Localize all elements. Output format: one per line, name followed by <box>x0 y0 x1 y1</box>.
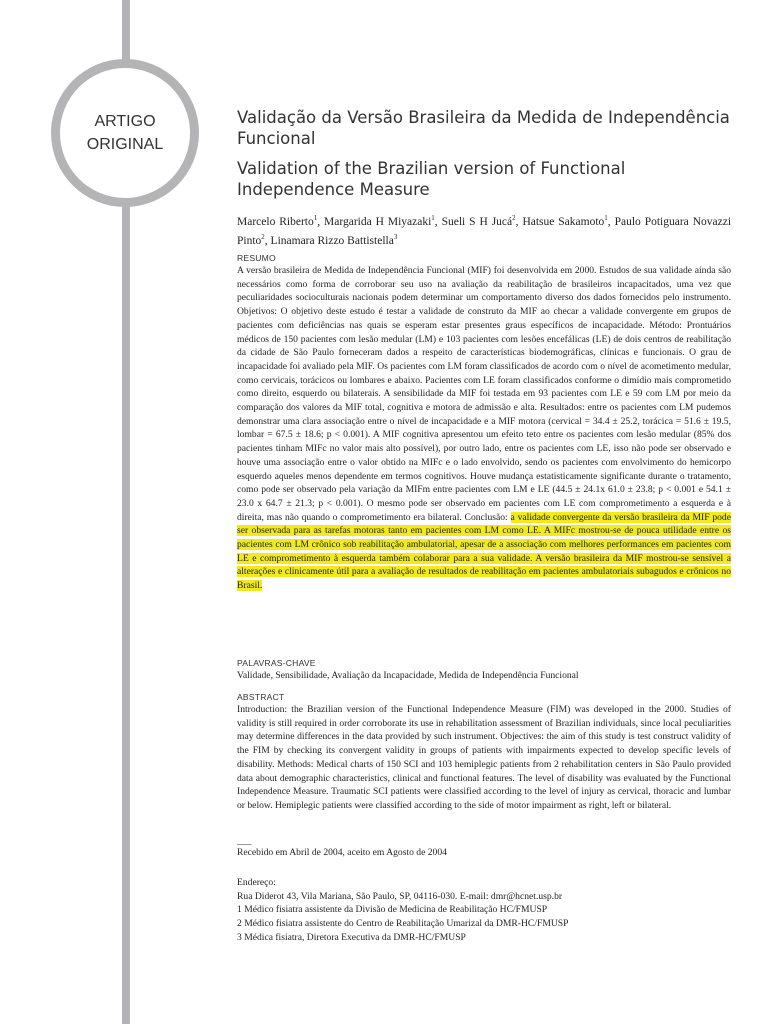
resumo-body <box>237 264 731 593</box>
title-english: Validation of the Brazilian version of Functional Independence Measure <box>237 159 626 199</box>
author-separator: , <box>607 215 615 228</box>
affiliation-item: 3 Médica fisiatra, Diretora Executiva da DMR-HC/FMUSP <box>237 931 466 943</box>
keywords-section <box>237 658 731 683</box>
article-type-badge-inner <box>60 68 190 198</box>
affiliation-item: 2 Médico fisiatra assistente do Centro de Reabilitação Umarizal da DMR-HC/FMUSP <box>237 918 569 930</box>
author-name: Hatsue Sakamoto <box>522 215 605 228</box>
resumo-heading: RESUMO <box>237 253 276 263</box>
received-text: Recebido em Abril de 2004, aceito em Agosto de 2004 <box>237 847 447 858</box>
keywords-text: Validade, Sensibilidade, Avaliação da Incapacidade, Medida de Independência Funcional <box>237 670 579 681</box>
abstract-text: Introduction: the Brazilian version of the Functional Independence Measure (FIM) was developed in the 2000. Studies of validity is still required in order corroborate its use in rehabilitation assessment of Brazilian individuals, since local peculiarities may determine differences in the data provided by such instrument. Objectives: the aim of this study is test construct validity of the FIM by checking its convergent validity in groups of patients with impairments expected to develop specific levels of disability. Methods: Medical charts of 150 SCI and 103 hemiplegic patients from 2 rehabilitation centers in São Paulo provided data about demographic characteristics, clinical and functional features. The level of disability was evaluated by the Functional Independence Measure. Traumatic SCI patients were classified according to the level of injury as cervical, thoracic and lumbar or below. Hemiplegic patients were classified according to the side of motor impairment as right, left or bilateral. <box>237 704 731 811</box>
author-name: Sueli S H Jucá <box>441 215 513 228</box>
author-name: Marcelo Riberto <box>237 215 314 228</box>
author <box>442 216 523 228</box>
author-name: Margarida H Miyazaki <box>324 215 432 228</box>
author-affiliation-mark: 1 <box>431 214 435 222</box>
author-affiliation-mark: 3 <box>393 232 398 241</box>
author-list <box>237 211 731 249</box>
keywords-heading: PALAVRAS-CHAVE <box>237 658 316 668</box>
abstract-heading: ABSTRACT <box>237 692 285 702</box>
article-type-line-1: ARTIGO <box>94 113 156 130</box>
author-separator: , <box>434 215 442 228</box>
author-affiliation-mark: 1 <box>604 214 608 222</box>
author-name: Linamara Rizzo Battistella <box>270 234 394 247</box>
author-affiliation-mark: 1 <box>313 214 318 222</box>
resumo-text: A versão brasileira de Medida de Independência Funcional (MIF) foi desenvolvida em 2000. Estudos de sua validade ainda são necessários como forma de corroborar seu uso na avaliação da reabilitação de brasileiros incapacitados, uma vez que peculiaridades socioculturais nacionais podem determinar um comportamento diverso dos dados fornecidos pelo instrumento. Objetivos: O objetivo deste estudo é testar a validade de construto da MIF ao checar a validade convergente em grupos de pacientes com deficiências nas quais se esperam estar presentes graus específicos de incapacidade. Método: Prontuários médicos de 150 pacientes com lesão medular (LM) e 103 pacientes com lesões encefálicas (LE) de dois centros de reabilitação da cidade de São Paulo forneceram dados a respeito de características biodemográficas, clínicas e funcionais. O grau de incapacidade foi avaliado pela MIF. Os pacientes com LM foram classificados de acordo com o nível de acometimento medular, como cervicais, torácicos ou lombares e abaixo. Pacientes com LE foram classificados conforme o dimídio mais comprometido como direito, esquerdo ou bilaterais. A sensibilidade da MIF foi testada em 93 pacientes com LE e 59 com LM por meio da comparação dos valores da MIF total, cognitiva e motora de admissão e alta. Resultados: entre os pacientes com LM pudemos demonstrar uma clara associação entre o nível de incapacidade e a MIF motora (cervical = 34.4 ± 25.2, torácica = 51.6 ± 19.5, lombar = 67.5 ± 18.6; p < 0.001). A MIF cognitiva apresentou um efeito teto entre os pacientes com lesão medular (85% dos pacientes tinham MIFc no valor mais alto possível), por outro lado, entre os pacientes com LE, isso não pode ser observado e houve uma associação entre o valor obtido na MIFc e o lado envolvido, sendo os pacientes com envolvimento do hemicorpo esquerdo aqueles menos dependente em termos cognitivos. Houve mudança estatisticamente significante durante o tratamento, como pode ser observado pela variação da MIFm entre pacientes com LM e LE (44.5 ± 24.1x 61.0 ± 23.8; p < 0.001 e 54.1 ± 23.0 x 64.7 ± 21.3; p < 0.001). O mesmo pode ser observado em pacientes com LE com comprometimento a esquerda e à direita, mas não quando o comprometimento era bilateral. Conclusão: <box>237 265 731 523</box>
footnote-rule: ___ <box>237 836 252 847</box>
author-affiliation-mark: 2 <box>512 214 516 222</box>
author-separator: , <box>515 215 523 228</box>
article-type-line-2: ORIGINAL <box>86 136 164 153</box>
author <box>237 216 324 228</box>
address-block <box>237 876 731 945</box>
address-label: Endereço: <box>237 877 276 888</box>
article-type-badge <box>51 59 199 207</box>
abstract-section <box>237 692 731 813</box>
author <box>522 216 614 228</box>
title-portuguese: Validação da Versão Brasileira da Medida de Independência Funcional <box>237 108 730 148</box>
author-separator: , <box>317 215 325 228</box>
affiliation-item: 1 Médico fisiatra assistente da Divisão de Medicina de Reabilitação HC/FMUSP <box>237 904 548 916</box>
resumo-highlighted-conclusion: a validade convergente da versão brasileira da MIF pode ser observada para as tarefas motoras tanto em pacientes com LM como LE. A MIFc mostrou-se de pouca utilidade entre os pacientes com LM crônico sob reabilitação ambulatorial, apesar de a associação com melhores performances em pacientes com LE e comprometimento à esquerda também colaborar para a sua validade. A versão brasileira da MIF mostrou-se sensível a alterações e clinicamente útil para a avaliação de resultados de reabilitação em pacientes ambulatoriais subagudos e crônicos no Brasil. <box>237 511 731 592</box>
author <box>270 232 398 247</box>
author-separator: , <box>264 234 271 247</box>
received-note <box>237 838 731 860</box>
author <box>324 216 442 228</box>
address-line: Rua Diderot 43, Vila Mariana, São Paulo, SP, 04116-030. E-mail: dmr@hcnet.usp.br <box>237 890 563 902</box>
resumo-section <box>237 253 731 593</box>
author-name: Paulo Potiguara Novazzi Pinto <box>237 215 732 247</box>
author-affiliation-mark: 2 <box>261 232 265 241</box>
